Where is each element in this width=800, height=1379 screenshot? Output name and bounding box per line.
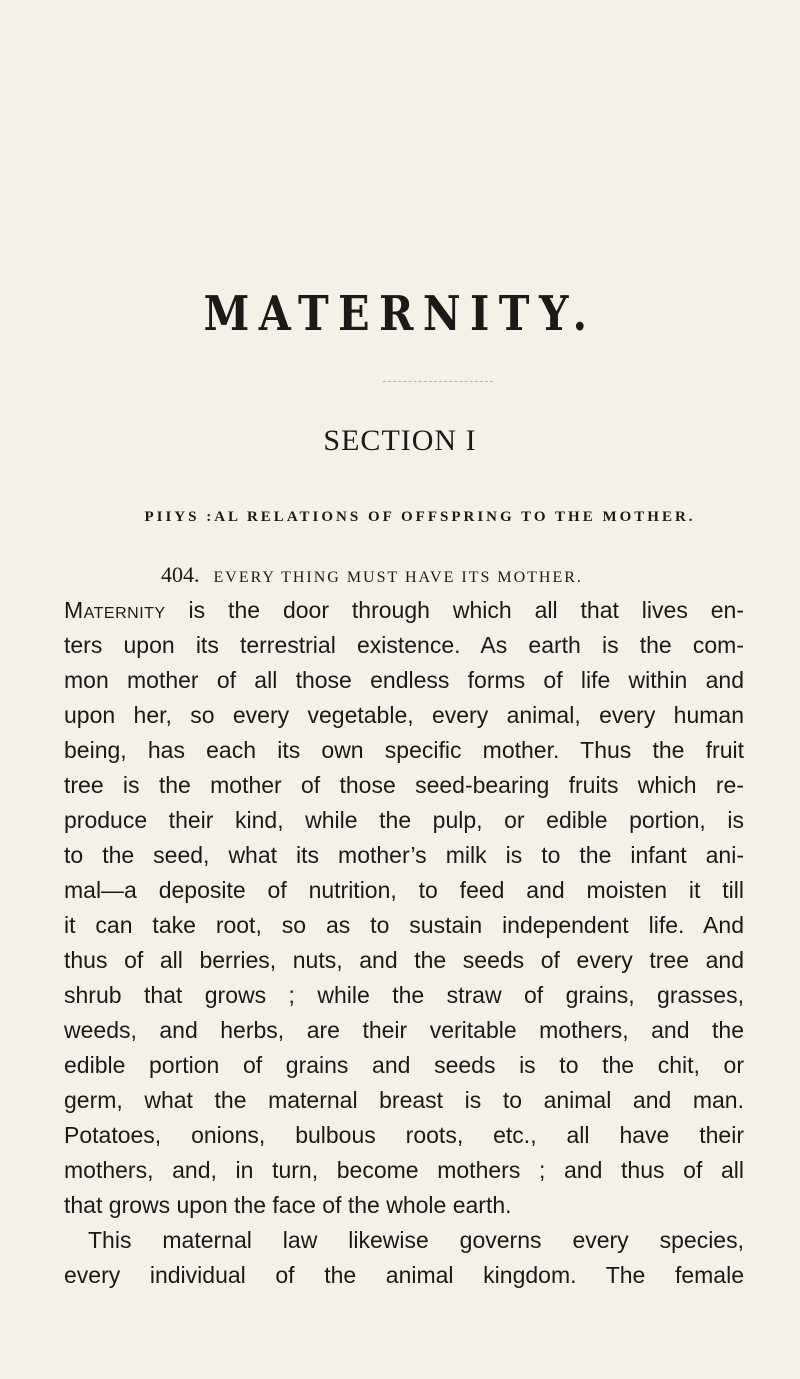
body-line: mal—a deposite of nutrition, to feed and moisten it till	[64, 877, 744, 903]
paragraph-heading-text: EVERY THING MUST HAVE ITS MOTHER.	[213, 569, 583, 586]
body-line: being, has each its own specific mother. Thus the fruit	[64, 737, 744, 763]
body-line: upon her, so every vegetable, every animal, every human	[64, 702, 744, 728]
next-paragraph-first-line: This maternal law likewise governs every species,	[88, 1227, 744, 1253]
body-line: germ, what the maternal breast is to animal and man.	[64, 1087, 744, 1113]
body-line: tree is the mother of those seed-bearing fruits which re-	[64, 772, 744, 798]
chapter-title: MATERNITY.	[203, 286, 597, 342]
body-line: shrub that grows ; while the straw of grains, grasses,	[64, 982, 744, 1008]
body-line: produce their kind, while the pulp, or edible portion, is	[64, 807, 744, 833]
body-line: to the seed, what its mother’s milk is to the infant ani-	[64, 842, 744, 868]
body-line: mon mother of all those endless forms of life within and	[64, 667, 744, 693]
section-heading: SECTION I	[323, 424, 477, 457]
section-subtitle: PIIYS :AL RELATIONS OF OFFSPRING TO THE MOTHER.	[144, 509, 696, 525]
first-word: Maternity	[64, 597, 166, 623]
body-line: Potatoes, onions, bulbous roots, etc., all have their	[64, 1122, 744, 1148]
body-line: weeds, and herbs, are their veritable mothers, and the	[64, 1017, 744, 1043]
body-line: mothers, and, in turn, become mothers ; and thus of all	[64, 1157, 744, 1183]
body-line: thus of all berries, nuts, and the seeds of every tree and	[64, 947, 744, 973]
next-paragraph-second-line: every individual of the animal kingdom. The female	[64, 1262, 744, 1288]
body-line: it can take root, so as to sustain independent life. And	[64, 912, 744, 938]
body-line-last: that grows upon the face of the whole earth.	[64, 1192, 512, 1218]
first-line-rest: is the door through which all that lives en-	[165, 597, 744, 623]
paragraph-number: 404.	[161, 562, 200, 587]
body-line: edible portion of grains and seeds is to the chit, or	[64, 1052, 744, 1078]
body-line	[64, 599, 744, 622]
body-line: ters upon its terrestrial existence. As earth is the com-	[64, 632, 744, 658]
